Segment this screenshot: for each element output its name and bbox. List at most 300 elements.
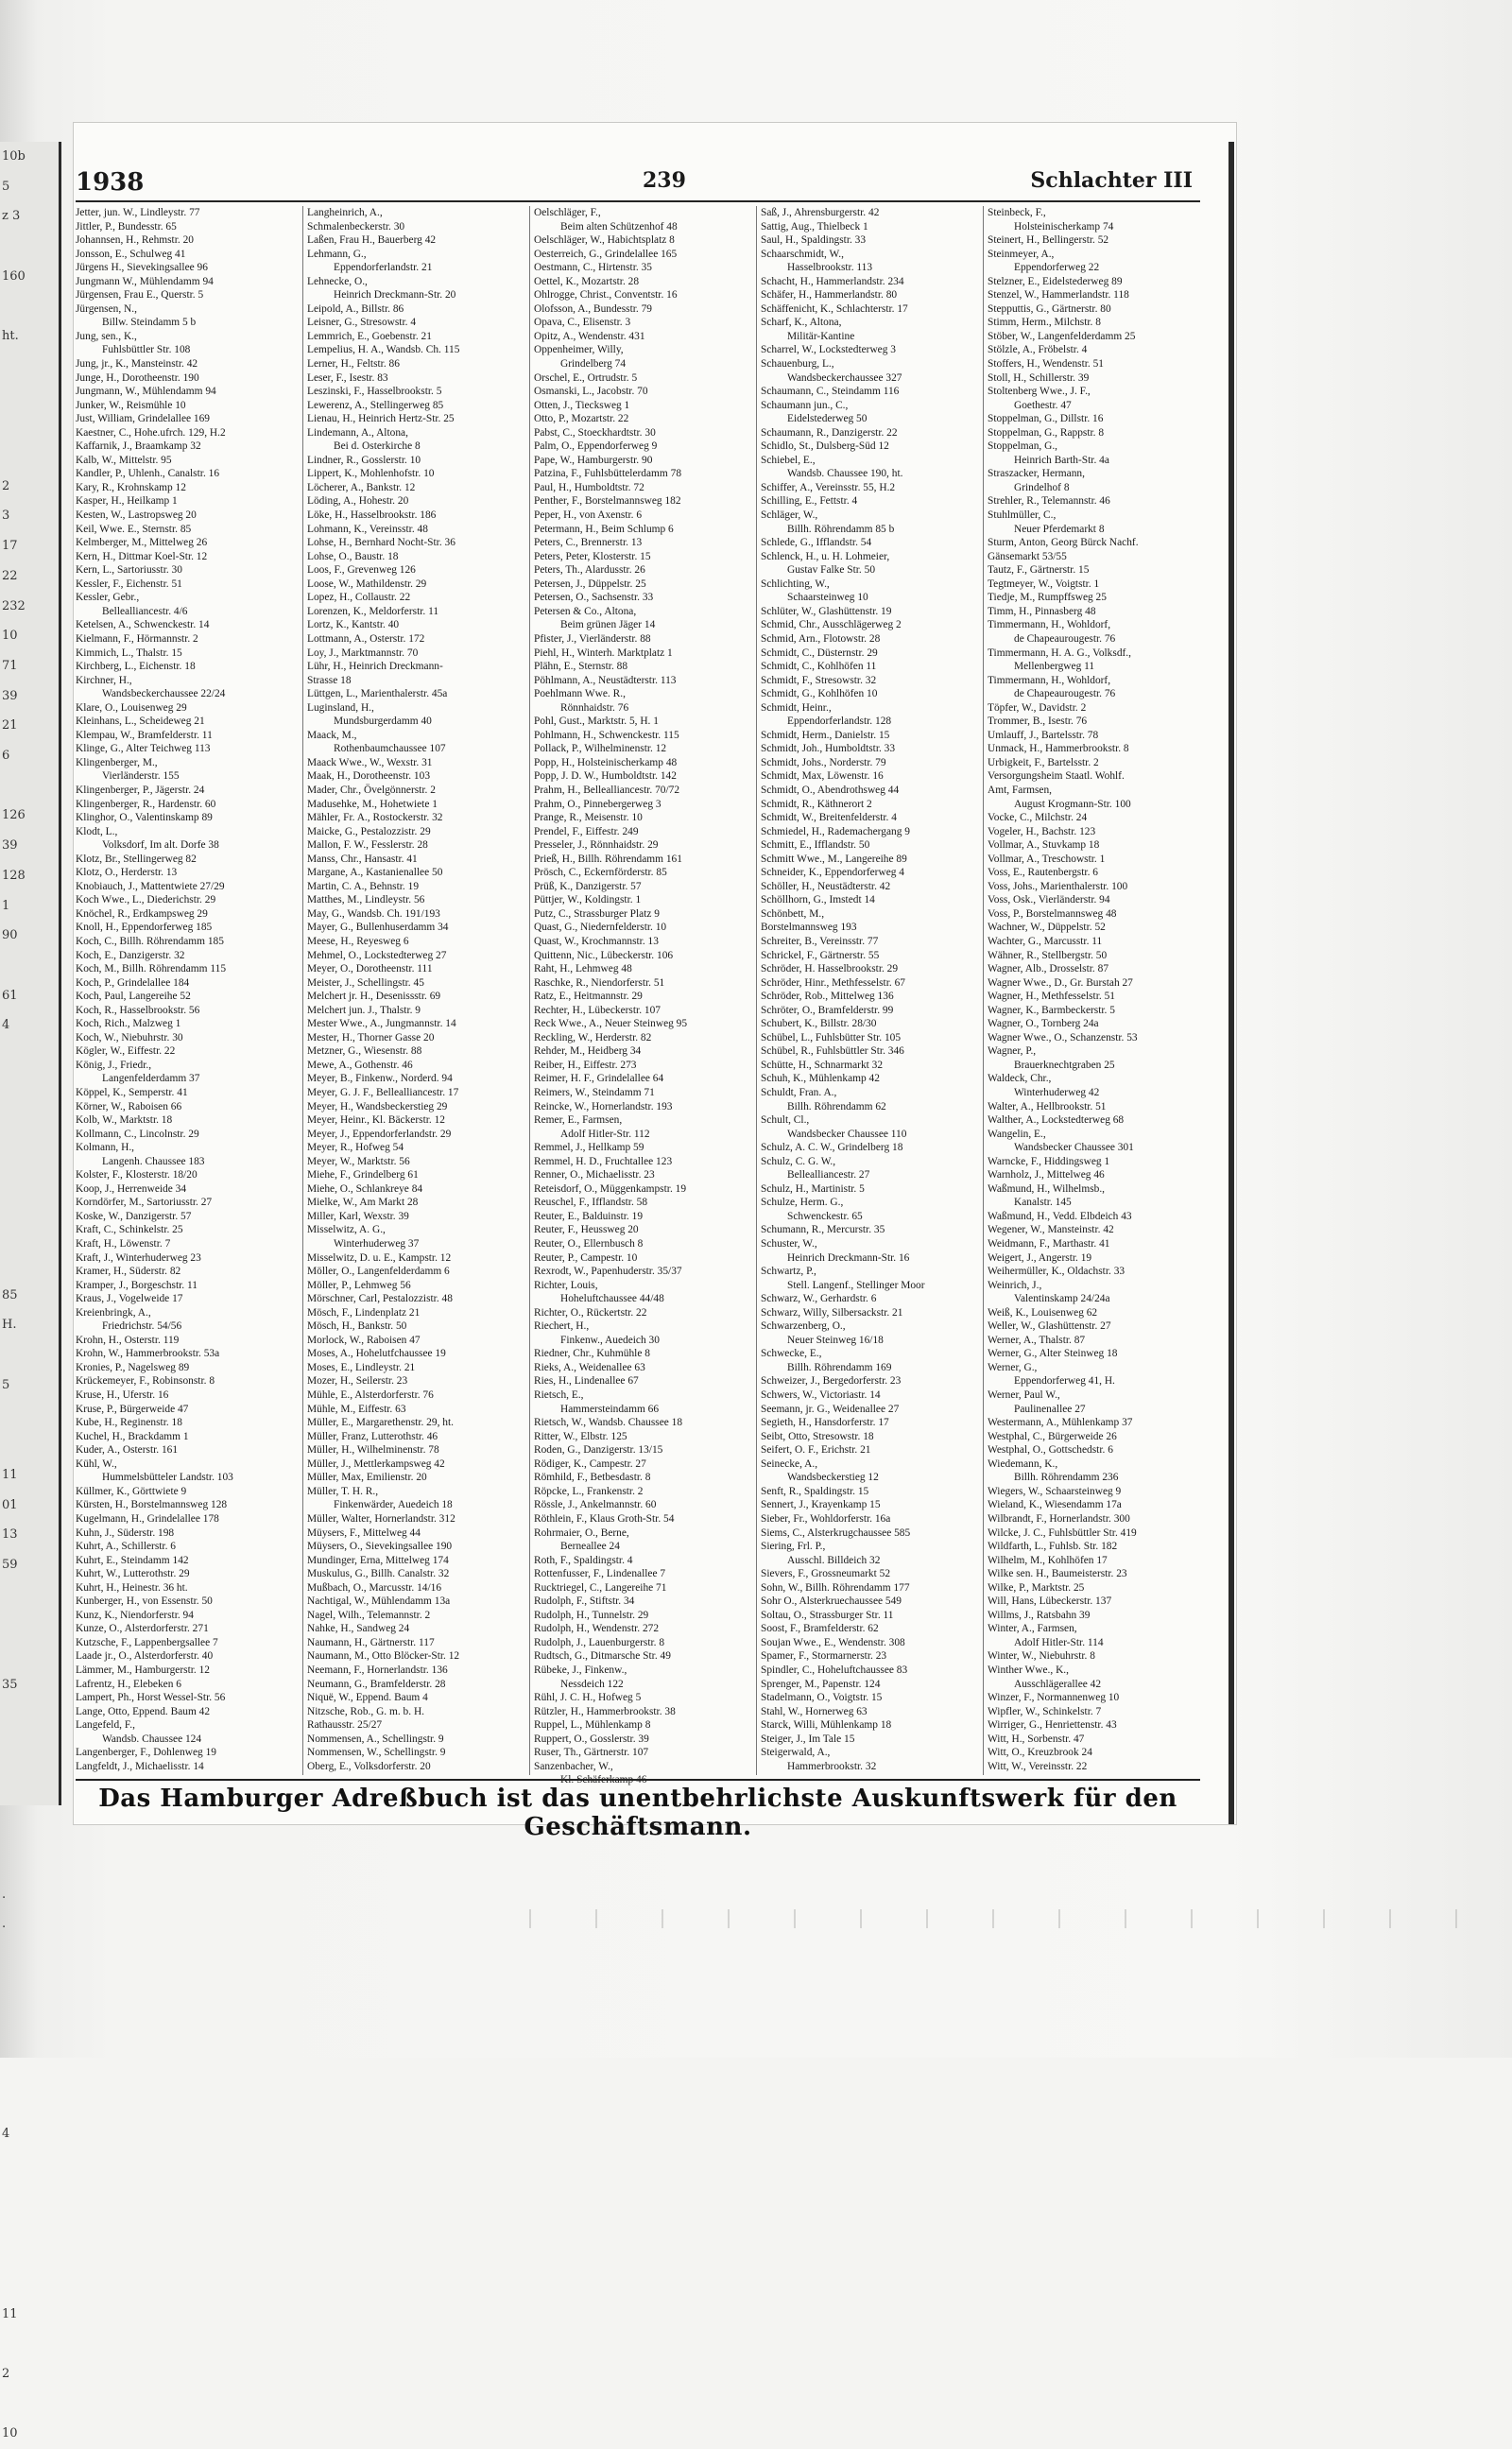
directory-entry: Weidmann, F., Marthastr. 41 [988, 1238, 1110, 1250]
prev-page-fragment: 6 [2, 749, 10, 764]
directory-entry: Misselwitz, A. G., [307, 1224, 386, 1236]
directory-entry: Senft, R., Spaldingstr. 15 [761, 1485, 869, 1497]
directory-entry: Kramper, J., Borgeschstr. 11 [76, 1279, 198, 1291]
directory-entry: Meese, H., Reyesweg 6 [307, 935, 409, 947]
directory-entry: Trommer, B., Isestr. 76 [988, 716, 1088, 728]
directory-entry: Schröder, Hinr., Methfesselstr. 67 [761, 976, 905, 989]
directory-entry: Patzina, F., Fuhlsbüttelerdamm 78 [534, 468, 682, 480]
directory-entry: Schröter, O., Bramfelderstr. 99 [761, 1004, 894, 1016]
directory-entry: Eppendorferweg 22 [1014, 262, 1100, 274]
directory-entry: Hammerbrookstr. 32 [787, 1760, 877, 1772]
prev-page-fragment: ht. [2, 329, 19, 344]
directory-entry: Sohn, W., Billh. Röhrendamm 177 [761, 1581, 910, 1594]
directory-entry: Beim alten Schützenhof 48 [560, 220, 678, 233]
directory-entry: Kesten, W., Lastropsweg 20 [76, 509, 197, 522]
directory-entry: Weller, W., Glashüttenstr. 27 [988, 1320, 1111, 1333]
directory-entry: Langheinrich, A., [307, 207, 383, 218]
directory-entry: Schäfer, H., Hammerlandstr. 80 [761, 289, 898, 302]
directory-entry: Steinert, H., Bellingerstr. 52 [988, 234, 1109, 247]
directory-entry: Miller, Karl, Wexstr. 39 [307, 1210, 409, 1222]
directory-entry: Borstelmannsweg 193 [761, 922, 857, 934]
directory-entry: Rehder, M., Heidberg 34 [534, 1045, 642, 1058]
directory-entry: Steinbeck, F., [988, 207, 1046, 218]
directory-entry: Schwecke, E., [761, 1348, 822, 1360]
directory-entry: Mühle, E., Alsterdorferstr. 76 [307, 1389, 434, 1402]
prev-page-fragment: 10 [2, 629, 18, 644]
header-year: 1938 [76, 168, 145, 197]
directory-entry: Gustav Falke Str. 50 [787, 564, 876, 577]
directory-entry: Popp, H., Holsteinischerkamp 48 [534, 756, 678, 768]
directory-entry: Koch, M., Billh. Röhrendamm 115 [76, 963, 227, 975]
directory-entry: Roden, G., Danzigerstr. 13/15 [534, 1444, 663, 1457]
directory-entry: Nagel, Wilh., Telemannstr. 2 [307, 1609, 431, 1621]
directory-entry: Remer, E., Farmsen, [534, 1114, 623, 1127]
directory-entry: Wirriger, G., Henriettenstr. 43 [988, 1719, 1117, 1732]
directory-entry: Stöber, W., Langenfelderdamm 25 [988, 330, 1136, 342]
directory-entry: Heinrich Barth-Str. 4a [1014, 454, 1109, 466]
directory-entry: Mundsburgerdamm 40 [334, 716, 432, 728]
directory-entry: Peters, Peter, Klosterstr. 15 [534, 550, 651, 562]
prev-page-fragment [0, 1970, 59, 2000]
directory-entry: Rohrmaier, O., Berne, [534, 1526, 629, 1539]
directory-entry: Miehe, F., Grindelberg 61 [307, 1169, 419, 1181]
directory-entry: Schröder, H. Hasselbrookstr. 29 [761, 963, 899, 975]
directory-entry: Segieth, H., Hansdorferstr. 17 [761, 1417, 889, 1429]
directory-entry: Goethestr. 47 [1014, 399, 1072, 411]
directory-entry: Eppendorferweg 41, H. [1014, 1375, 1115, 1388]
directory-entry: Lippert, K., Mohlenhofstr. 10 [307, 468, 435, 480]
directory-entry: Schuster, W., [761, 1238, 817, 1250]
directory-entry: Oesterreich, G., Grindelallee 165 [534, 248, 678, 260]
directory-entry: Klodt, L., [76, 825, 118, 837]
directory-entry: Mußbach, O., Marcusstr. 14/16 [307, 1581, 442, 1594]
directory-entry: Otten, J., Tiecksweg 1 [534, 399, 630, 411]
directory-entry: Siems, C., Alsterkrugchaussee 585 [761, 1526, 911, 1539]
directory-entry: Kreienbringk, A., [76, 1306, 151, 1319]
directory-entry: Klotz, O., Herderstr. 13 [76, 867, 178, 879]
directory-entry: Lemmrich, E., Goebenstr. 21 [307, 330, 432, 342]
directory-entry: Wandsbeckerchaussee 327 [787, 371, 902, 384]
prev-page-fragment [0, 2210, 59, 2240]
directory-entry: Wagner, O., Tornberg 24a [988, 1018, 1099, 1030]
directory-entry: Nachtigal, W., Mühlendamm 13a [307, 1595, 451, 1608]
directory-entry: Reck Wwe., A., Neuer Steinweg 95 [534, 1018, 688, 1030]
directory-entry: Lampert, Ph., Horst Wessel-Str. 56 [76, 1692, 226, 1704]
directory-entry: Lienau, H., Heinrich Hertz-Str. 25 [307, 413, 455, 425]
directory-entry: Billh. Röhrendamm 236 [1014, 1472, 1119, 1484]
directory-entry: Will, Hans, Lübeckerstr. 137 [988, 1595, 1112, 1608]
directory-entry: Peters, C., Brennerstr. 13 [534, 537, 643, 549]
directory-entry: Kirchner, H., [76, 674, 132, 686]
prev-page-fragment [0, 1401, 59, 1431]
directory-entry: Jung, jr., K., Mansteinstr. 42 [76, 358, 198, 371]
directory-entry: Werner, A., Thalstr. 87 [988, 1334, 1086, 1346]
directory-entry: Rudtsch, G., Ditmarsche Str. 49 [534, 1650, 671, 1663]
directory-entry: Möller, O., Langenfelderdamm 6 [307, 1266, 450, 1278]
directory-entry: Schilling, E., Fettstr. 4 [761, 495, 858, 508]
directory-entry: Riechert, H., [534, 1320, 590, 1333]
directory-entry: Schulz, C. G. W., [761, 1155, 836, 1167]
directory-entry: Vollmar, A., Treschowstr. 1 [988, 853, 1106, 865]
directory-entry: Wagner Wwe., O., Schanzenstr. 53 [988, 1031, 1138, 1043]
directory-entry: Voss, Johs., Marienthalerstr. 100 [988, 880, 1128, 892]
directory-entry: Stoll, H., Schillerstr. 39 [988, 371, 1090, 384]
prev-page-fragment [0, 382, 59, 412]
directory-entry: Kielmann, F., Hörmannstr. 2 [76, 632, 198, 645]
directory-entry: Kollmann, C., Lincolnstr. 29 [76, 1128, 199, 1140]
prev-page-fragment: 85 [2, 1287, 18, 1302]
header-rule [76, 200, 1200, 202]
directory-entry: Kraus, J., Vogelweide 17 [76, 1293, 183, 1305]
directory-entry: Jürgensen, N., [76, 302, 137, 315]
directory-entry: Saul, H., Spaldingstr. 33 [761, 234, 867, 247]
directory-entry: Sattig, Aug., Thielbeck 1 [761, 220, 868, 233]
directory-entry: Moses, A., Hohelutfchaussee 19 [307, 1348, 446, 1360]
directory-entry: Oelschläger, F., [534, 207, 601, 218]
directory-entry: Werner, G., Alter Steinweg 18 [988, 1348, 1118, 1360]
directory-entry: Schlichting, W., [761, 578, 830, 590]
directory-entry: Willms, J., Ratsbahn 39 [988, 1609, 1091, 1621]
directory-entry: Winterhuderweg 37 [334, 1238, 420, 1250]
directory-entry: Schweizer, J., Bergedorferstr. 23 [761, 1375, 902, 1388]
directory-entry: Stoppelman, G., Rappstr. 8 [988, 426, 1105, 439]
directory-entry: Koch, Rich., Malzweg 1 [76, 1018, 181, 1030]
directory-entry: Kuchel, H., Brackdamm 1 [76, 1430, 189, 1442]
directory-entry: Maak, H., Dorotheenstr. 103 [307, 770, 431, 783]
directory-entry: Schuldt, Fran. A., [761, 1087, 837, 1098]
prev-page-fragment [0, 771, 59, 802]
directory-entry: Stoppelman, G., Dillstr. 16 [988, 413, 1104, 425]
directory-entry: Osmanski, L., Jacobstr. 70 [534, 386, 648, 398]
directory-entry: Militär-Kantine [787, 330, 855, 342]
directory-column-3 [529, 206, 756, 1786]
directory-entry: Schübel, R., Fuhlsbüttler Str. 346 [761, 1045, 904, 1058]
directory-entry: Stimm, Herm., Milchstr. 8 [988, 317, 1101, 329]
directory-entry: Jungmann, W., Mühlendamm 94 [76, 386, 216, 398]
directory-entry: Reuschel, F., Ifflandstr. 58 [534, 1197, 648, 1209]
directory-entry: Palm, O., Eppendorferweg 9 [534, 440, 658, 453]
directory-entry: Rechter, H., Lübeckerstr. 107 [534, 1004, 661, 1016]
directory-entry: Wagner, P., [988, 1045, 1037, 1058]
directory-entry: Mundinger, Erna, Mittelweg 174 [307, 1554, 449, 1566]
directory-entry: Schmidt, F., Stresowstr. 32 [761, 674, 877, 686]
directory-entry: Stuhlmüller, C., [988, 509, 1057, 522]
directory-entry: Versorgungsheim Staatl. Wohlf. [988, 770, 1125, 783]
directory-entry: Timm, H., Pinnasberg 48 [988, 605, 1096, 617]
directory-entry: Kl. Schäferkamp 46 [560, 1774, 647, 1786]
directory-entry: Lortz, K., Kantstr. 40 [307, 619, 400, 631]
directory-entry: Rathausstr. 25/27 [307, 1719, 383, 1732]
directory-entry: Strehler, R., Telemannstr. 46 [988, 495, 1110, 508]
directory-entry: Kruse, H., Uferstr. 16 [76, 1389, 169, 1402]
directory-entry: Lottmann, A., Osterstr. 172 [307, 632, 425, 645]
directory-entry: de Chapeaurougestr. 76 [1014, 688, 1116, 700]
prev-page-fragment [0, 1340, 59, 1371]
directory-entry: Petersen, J., Düppelstr. 25 [534, 578, 646, 590]
prev-page-fragment: 35 [2, 1677, 18, 1692]
directory-entry: Kühl, W., [76, 1457, 117, 1470]
prev-page-fragment [0, 2090, 59, 2120]
directory-entry: Kugelmann, H., Grindelallee 178 [76, 1512, 219, 1525]
directory-entry: Klingenberger, M., [76, 756, 158, 768]
directory-entry: Rudolph, J., Lauenburgerstr. 8 [534, 1636, 665, 1648]
directory-entry: Winzer, F., Normannenweg 10 [988, 1692, 1120, 1704]
directory-entry: Voss, Osk., Vierländerstr. 94 [988, 894, 1110, 906]
directory-entry: Opava, C., Elisenstr. 3 [534, 317, 631, 329]
directory-entry: Mozer, H., Seilerstr. 23 [307, 1375, 408, 1388]
prev-page-fragment: 17 [2, 539, 18, 554]
directory-entry: Kögler, W., Eiffestr. 22 [76, 1045, 176, 1058]
directory-entry: Klingenberger, R., Hardenstr. 60 [76, 798, 216, 810]
directory-entry: Nommensen, W., Schellingstr. 9 [307, 1747, 446, 1759]
prev-page-fragment: 90 [2, 928, 18, 943]
directory-entry: Finkenw., Auedeich 30 [560, 1334, 660, 1346]
directory-entry: Kaestner, C., Hohe.ufrch. 129, H.2 [76, 426, 226, 439]
directory-entry: Tegtmeyer, W., Voigtstr. 1 [988, 578, 1100, 590]
directory-entry: Remmel, H. D., Fruchtallee 123 [534, 1155, 673, 1167]
directory-entry: Beim grünen Jäger 14 [560, 619, 656, 631]
prev-page-fragment [0, 1130, 59, 1161]
directory-entry: de Chapeaurougestr. 76 [1014, 632, 1116, 645]
directory-entry: Rützler, H., Hammerbrookstr. 38 [534, 1705, 676, 1717]
directory-entry: Hammersteindamm 66 [560, 1403, 660, 1415]
directory-entry: Grindelberg 74 [560, 358, 627, 371]
directory-entry: Orschel, E., Ortrudstr. 5 [534, 371, 638, 384]
footer-slogan: Das Hamburger Adreßbuch ist das unentbehrlichste Auskunftswerk für den Geschäftsmann. [98, 1785, 1177, 1841]
prev-page-fragment: 11 [2, 1467, 18, 1482]
directory-entry: Wandsb. Chaussee 124 [102, 1733, 202, 1745]
directory-entry: Krückemeyer, F., Robinsonstr. 8 [76, 1375, 215, 1388]
directory-entry: Schwarzenberg, O., [761, 1320, 846, 1333]
directory-entry: Kuhrt, E., Steindamm 142 [76, 1554, 189, 1566]
directory-entry: Seibt, Otto, Stresowstr. 18 [761, 1430, 874, 1442]
directory-entry: Eidelstederweg 50 [787, 413, 868, 425]
directory-entry: Wilke, P., Marktstr. 25 [988, 1581, 1085, 1594]
directory-entry: Meyer, W., Marktstr. 56 [307, 1155, 410, 1167]
directory-entry: Walther, A., Lockstedterweg 68 [988, 1114, 1125, 1127]
directory-entry: Schmid, Arn., Flotowstr. 28 [761, 632, 881, 645]
directory-entry: Schwenckestr. 65 [787, 1210, 863, 1222]
directory-entry: Wiegers, W., Schaarsteinweg 9 [988, 1485, 1122, 1497]
directory-entry: Lohmann, K., Vereinsstr. 48 [307, 523, 428, 535]
directory-entry: Heinrich Dreckmann-Str. 16 [787, 1251, 910, 1264]
directory-entry: Schaumann, C., Steindamm 116 [761, 386, 900, 398]
directory-entry: Luginsland, H., [307, 701, 374, 714]
prev-page-fragment: 5 [2, 179, 10, 194]
prev-page-fragment [0, 1640, 59, 1670]
directory-entry: Rössle, J., Ankelmannstr. 60 [534, 1499, 657, 1511]
directory-entry: Billh. Röhrendamm 169 [787, 1361, 892, 1373]
directory-entry: Morlock, W., Raboisen 47 [307, 1334, 421, 1346]
directory-entry: Löcherer, A., Bankstr. 12 [307, 481, 416, 493]
directory-entry: Kuhrt, H., Heinestr. 36 ht. [76, 1581, 188, 1594]
directory-entry: Stoltenberg Wwe., J. F., [988, 386, 1091, 398]
directory-entry: Mösch, H., Bankstr. 50 [307, 1320, 407, 1333]
directory-entry: Oettel, K., Mozartstr. 28 [534, 275, 640, 287]
directory-entry: Kube, H., Reginenstr. 18 [76, 1417, 182, 1429]
directory-entry: Billw. Steindamm 5 b [102, 317, 197, 329]
directory-entry: Keil, Wwe. E., Sternstr. 85 [76, 523, 192, 535]
directory-entry: Rucktriegel, C., Langereihe 71 [534, 1581, 667, 1594]
directory-entry: Kruse, P., Bürgerweide 47 [76, 1403, 189, 1415]
directory-entry: Knöchel, R., Erdkampsweg 29 [76, 907, 208, 920]
directory-entry: Amt, Farmsen, [988, 784, 1053, 796]
directory-entry: Paulinenallee 27 [1014, 1403, 1086, 1415]
directory-entry: Warnholz, J., Mittelweg 46 [988, 1169, 1105, 1181]
prev-page-fragment: 21 [2, 718, 18, 733]
directory-entry: Stoppelman, G., [988, 440, 1058, 453]
directory-entry: Stelzner, E., Eidelstederweg 89 [988, 275, 1123, 287]
prev-page-fragment: 39 [2, 688, 18, 703]
prev-page-fragment [0, 411, 59, 441]
directory-entry: Metzner, G., Wiesenstr. 88 [307, 1045, 422, 1058]
directory-entry: Meyer, R., Hofweg 54 [307, 1142, 404, 1154]
directory-entry: Ratz, E., Heitmannstr. 29 [534, 991, 643, 1003]
directory-entry: Kasper, H., Heilkamp 1 [76, 495, 178, 508]
directory-entry: Schauenburg, L., [761, 358, 834, 371]
directory-entry: Pohlmann, H., Schwenckestr. 115 [534, 729, 679, 741]
directory-entry: Steinmeyer, A., [988, 248, 1055, 260]
directory-entry: Jetter, jun. W., Lindleystr. 77 [76, 207, 200, 218]
directory-entry: Schmiedel, H., Rademachergang 9 [761, 825, 910, 837]
directory-entry: Leszinski, F., Hasselbrookstr. 5 [307, 386, 442, 398]
page-header [76, 168, 1200, 200]
directory-entry: Hasselbrookstr. 113 [787, 262, 873, 274]
directory-entry: Lämmer, M., Hamburgerstr. 12 [76, 1664, 211, 1676]
directory-entry: Schmid, Chr., Ausschlägerweg 2 [761, 619, 902, 631]
directory-entry: Timmermann, H., Wohldorf, [988, 674, 1111, 686]
directory-entry: Scharrel, W., Lockstedterweg 3 [761, 344, 896, 356]
directory-entry: Plähn, E., Sternstr. 88 [534, 661, 628, 673]
directory-entry: Kolmann, H., [76, 1142, 135, 1154]
directory-entry: Grindelhof 8 [1014, 481, 1070, 493]
directory-entry: Schulz, A. C. W., Grindelberg 18 [761, 1142, 903, 1154]
directory-entry: Petermann, H., Beim Schlump 6 [534, 523, 674, 535]
directory-entry: Raschke, R., Niendorferstr. 51 [534, 976, 665, 989]
directory-entry: Otto, P., Mozartstr. 22 [534, 413, 629, 425]
directory-entry: Berneallee 24 [560, 1541, 620, 1553]
directory-entry: Wandsbecker Chaussee 301 [1014, 1142, 1134, 1154]
directory-entry: Wandsbecker Chaussee 110 [787, 1128, 907, 1140]
directory-column-2 [302, 206, 529, 1775]
prev-page-fragment: 2 [2, 2367, 10, 2382]
directory-entry: Kraft, J., Winterhuderweg 23 [76, 1251, 201, 1264]
directory-entry: Waldeck, Chr., [988, 1073, 1052, 1085]
directory-entry: Prendel, F., Eiffestr. 249 [534, 825, 639, 837]
prev-page-fragment [0, 2180, 59, 2210]
directory-entry: Wagner, Alb., Drosselstr. 87 [988, 963, 1109, 975]
prev-page-fragment [0, 1430, 59, 1460]
directory-entry: Schönbett, M., [761, 907, 825, 920]
directory-entry: König, J., Friedr., [76, 1059, 152, 1071]
directory-entry: Mayer, G., Bullenhuserdamm 34 [307, 922, 449, 934]
directory-entry: Sieber, Fr., Wohldorferstr. 16a [761, 1512, 891, 1525]
directory-entry: Reuter, O., Ellernbusch 8 [534, 1238, 644, 1250]
directory-entry: Tautz, F., Gärtnerstr. 15 [988, 564, 1090, 577]
directory-entry: Klingenberger, P., Jägerstr. 24 [76, 784, 205, 796]
directory-entry: Mielke, W., Am Markt 28 [307, 1197, 419, 1209]
directory-entry: Neemann, F., Hornerlandstr. 136 [307, 1664, 448, 1676]
directory-entry: Leisner, G., Stresowstr. 4 [307, 317, 417, 329]
prev-page-fragment [0, 441, 59, 472]
directory-entry: Lüttgen, L., Marienthalerstr. 45a [307, 688, 448, 700]
directory-entry: Koop, J., Herrenweide 34 [76, 1182, 187, 1195]
directory-entry: Loos, F., Grevenweg 126 [307, 564, 416, 577]
directory-entry: Schwartz, P., [761, 1266, 816, 1278]
prev-page-fragment: 61 [2, 988, 18, 1003]
prev-page-fragment [0, 1730, 59, 1760]
directory-entry: Naumann, H., Gärtnerstr. 117 [307, 1636, 435, 1648]
directory-entry: Lohse, O., Baustr. 18 [307, 550, 399, 562]
directory-entry: Sanzenbacher, W., [534, 1760, 613, 1772]
directory-entry: Müller, Walter, Hornerlandstr. 312 [307, 1512, 455, 1525]
directory-entry: Quast, W., Krochmannstr. 13 [534, 935, 659, 947]
directory-entry: Madusehke, M., Hohetwiete 1 [307, 798, 438, 810]
prev-page-fragment: 01 [2, 1497, 18, 1512]
directory-entry: Ausschl. Billdeich 32 [787, 1554, 881, 1566]
directory-entry: Schmidt, Joh., Humboldtstr. 33 [761, 743, 896, 755]
directory-entry: Oelschläger, W., Habichtsplatz 8 [534, 234, 675, 247]
directory-entry: Meyer, O., Dorotheenstr. 111 [307, 963, 433, 975]
directory-entry: Peper, H., von Axenstr. 6 [534, 509, 643, 522]
directory-entry: Kleinhans, L., Scheideweg 21 [76, 716, 205, 728]
directory-entry: Leipold, A., Billstr. 86 [307, 302, 404, 315]
directory-entry: Voss, P., Borstelmannsweg 48 [988, 907, 1117, 920]
directory-entry: Meister, J., Schellingstr. 45 [307, 976, 424, 989]
directory-entry: Junker, W., Reismühle 10 [76, 399, 186, 411]
directory-entry: Gänsemarkt 53/55 [988, 550, 1067, 562]
prev-page-fragment: 4 [2, 1018, 10, 1033]
directory-entry: Valentinskamp 24/24a [1014, 1293, 1110, 1305]
directory-entry: Röthlein, F., Klaus Groth-Str. 54 [534, 1512, 675, 1525]
directory-entry: Poehlmann Wwe. R., [534, 688, 626, 700]
directory-entry: Schidlo, St., Dulsberg-Süd 12 [761, 440, 889, 453]
directory-entry: Volksdorf, Im alt. Dorfe 38 [102, 839, 219, 852]
directory-entry: Seinecke, A., [761, 1457, 818, 1470]
directory-entry: Schläger, W., [761, 509, 818, 522]
directory-entry: Schult, Cl., [761, 1114, 810, 1127]
directory-entry: Koch, P., Grindelallee 184 [76, 976, 190, 989]
directory-entry: Penther, F., Borstelmannsweg 182 [534, 495, 681, 508]
prev-page-fragment: 22 [2, 568, 18, 583]
directory-entry: Lopez, H., Collaustr. 22 [307, 592, 411, 604]
directory-entry: Waßmund, H., Wilhelmsb., [988, 1182, 1106, 1195]
directory-entry: May, G., Wandsb. Ch. 191/193 [307, 907, 440, 920]
previous-page-fragment [0, 142, 61, 2441]
directory-entry: Just, William, Grindelallee 169 [76, 413, 211, 425]
directory-entry: Schöller, H., Neustädterstr. 42 [761, 880, 891, 892]
directory-entry: Wieland, K., Wiesendamm 17a [988, 1499, 1122, 1511]
directory-entry: Köppel, K., Semperstr. 41 [76, 1087, 188, 1098]
directory-entry: Wachner, W., Düppelstr. 52 [988, 922, 1106, 934]
directory-entry: Miehe, O., Schlankreye 84 [307, 1182, 423, 1195]
directory-entry: Werner, Paul W., [988, 1389, 1060, 1402]
directory-entry: Reuter, P., Campestr. 10 [534, 1251, 638, 1264]
directory-entry: Bellealliancestr. 27 [787, 1169, 870, 1181]
directory-entry: Lerner, H., Feltstr. 86 [307, 358, 400, 371]
directory-entry: Margane, A., Kastanienallee 50 [307, 867, 443, 879]
directory-entry: Holsteinischerkamp 74 [1014, 220, 1114, 233]
directory-entry: Petersen, O., Sachsenstr. 33 [534, 592, 654, 604]
directory-entry: Körner, W., Raboisen 66 [76, 1100, 182, 1112]
directory-entry: Prieß, H., Billh. Röhrendamm 161 [534, 853, 682, 865]
directory-entry: Kunze, O., Alsterdorferstr. 271 [76, 1623, 209, 1635]
directory-entry: Wähner, R., Stellbergstr. 50 [988, 949, 1108, 961]
prev-page-fragment: 2 [2, 478, 10, 493]
directory-entry: Lehnecke, O., [307, 275, 368, 287]
directory-entry: Schiebel, E., [761, 454, 816, 466]
directory-entry: Rudolph, F., Stiftstr. 34 [534, 1595, 635, 1608]
